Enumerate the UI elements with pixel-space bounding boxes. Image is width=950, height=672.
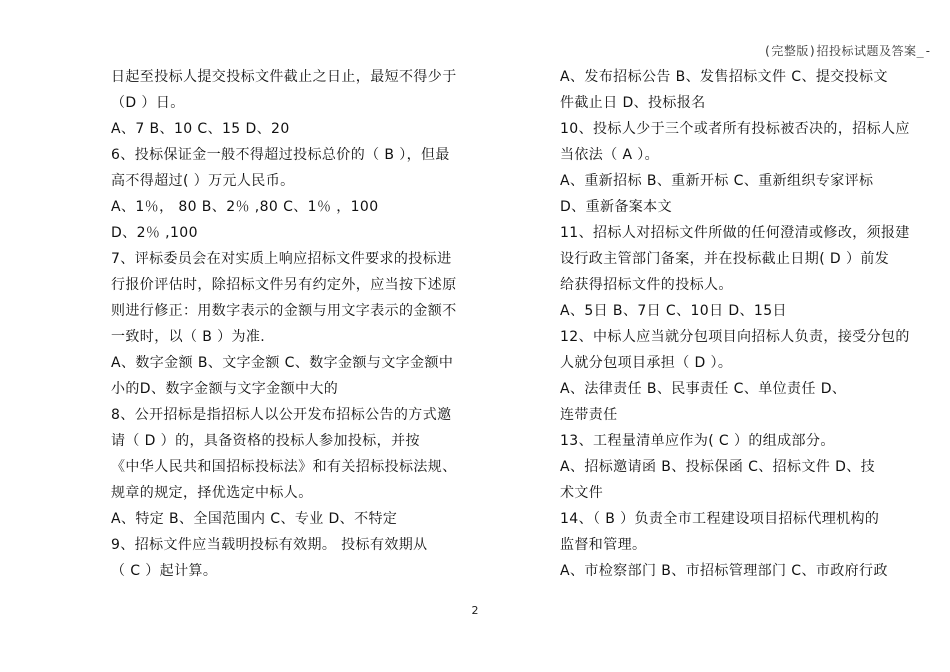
text-line: 件截止日 D、投标报名 [560, 95, 706, 111]
text-line: 人就分包项目承担（ D ）。 [560, 355, 733, 371]
text-line: 当依法（ A ）。 [560, 147, 660, 163]
text-line: A、5日 B、7日 C、10日 D、15日 [560, 303, 787, 319]
text-line: 11、招标人对招标文件所做的任何澄清或修改，须报建 [560, 225, 910, 241]
text-line: A、1％， 80 B、2％ ,80 C、1％ ，100 [111, 199, 379, 215]
text-line: 14、（ B ）负责全市工程建设项目招标代理机构的 [560, 511, 880, 527]
text-line: A、重新招标 B、重新开标 C、重新组织专家评标 [560, 173, 874, 189]
text-line: 行报价评估时，除招标文件另有约定外，应当按下述原 [111, 277, 457, 293]
text-line: 小的D、数字金额与文字金额中大的 [111, 381, 339, 397]
text-line: 7、评标委员会在对实质上响应招标文件要求的投标进 [111, 251, 452, 267]
text-line: 规章的规定，择优选定中标人。 [111, 485, 313, 501]
text-line: （ C ）起计算。 [111, 563, 218, 579]
text-line: 《中华人民共和国招标投标法》和有关招标投标法规、 [111, 459, 457, 475]
text-line: 12、中标人应当就分包项目向招标人负责，接受分包的 [560, 329, 910, 345]
text-line: 9、招标文件应当载明投标有效期。 投标有效期从 [111, 537, 428, 553]
text-line: 设行政主管部门备案，并在投标截止日期( D ）前发 [560, 251, 890, 267]
text-line: 6、投标保证金一般不得超过投标总价的（ B ），但最 [111, 147, 450, 163]
text-line: 监督和管理。 [560, 537, 647, 553]
text-line: 高不得超过( ）万元人民币。 [111, 173, 295, 189]
text-line: 10、投标人少于三个或者所有投标被否决的，招标人应 [560, 121, 910, 137]
running-header: (完整版)招投标试题及答案_- [763, 44, 932, 58]
text-line: A、特定 B、全国范围内 C、专业 D、不特定 [111, 511, 398, 527]
text-line: 13、工程量清单应作为( C ）的组成部分。 [560, 433, 835, 449]
text-line: A、发布招标公告 B、发售招标文件 C、提交投标文 [560, 69, 888, 85]
text-line: D、重新备案本文 [560, 199, 672, 215]
text-line: A、市检察部门 B、市招标管理部门 C、市政府行政 [560, 563, 888, 579]
left-text-column [111, 64, 473, 584]
text-line: 术文件 [560, 485, 604, 501]
text-line: 给获得招标文件的投标人。 [560, 277, 733, 293]
text-line: A、数字金额 B、文字金额 C、数字金额与文字金额中 [111, 355, 454, 371]
text-line: A、7 B、10 C、15 D、20 [111, 121, 290, 137]
text-line: 则进行修正：用数字表示的金额与用文字表示的金额不 [111, 303, 457, 319]
text-line: A、招标邀请函 B、投标保函 C、招标文件 D、技 [560, 459, 876, 475]
right-text-column [560, 64, 922, 584]
text-line: 连带责任 [560, 407, 618, 423]
text-line: 请（ D ）的，具备资格的投标人参加投标，并按 [111, 433, 420, 449]
page-number: 2 [471, 604, 479, 617]
text-line: 8、公开招标是指招标人以公开发布招标公告的方式邀 [111, 407, 452, 423]
text-line: A、法律责任 B、民事责任 C、单位责任 D、 [560, 381, 847, 397]
text-line: 日起至投标人提交投标文件截止之日止，最短不得少于 [111, 69, 457, 85]
text-line: 一致时，以（ B ）为准. [111, 329, 266, 345]
text-line: （D ）日。 [111, 95, 185, 111]
text-line: D、2％ ,100 [111, 225, 198, 241]
